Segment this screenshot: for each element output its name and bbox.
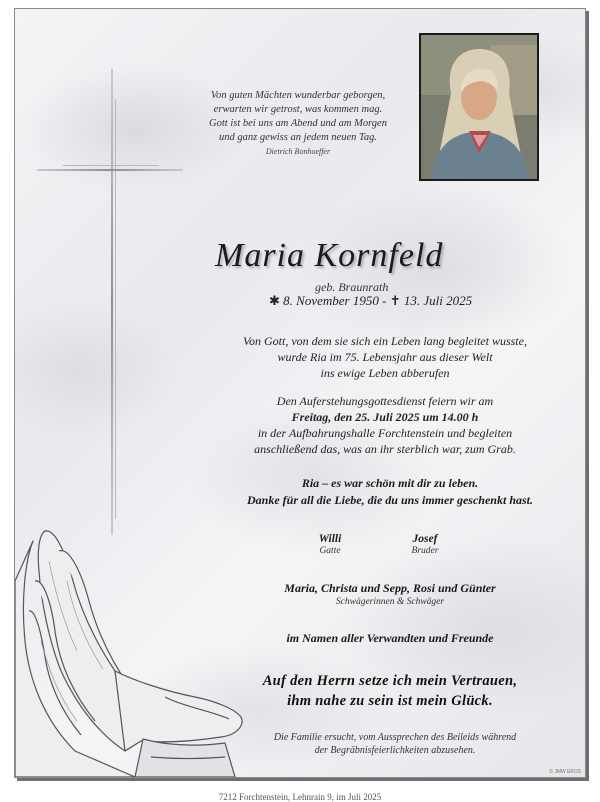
quote-author: Dietrich Bonhoeffer [265, 147, 331, 156]
farewell-message [195, 475, 585, 509]
death-date: 13. Juli 2025 [403, 293, 473, 308]
request-line: Die Familie ersucht, vom Aussprechen des Beileids während [273, 732, 517, 743]
birth-date: 8. November 1950 [283, 293, 379, 308]
praying-hands-icon [15, 521, 255, 777]
print-imprint: © JMW EKOS [549, 769, 581, 775]
brother-relation: Bruder [411, 546, 439, 556]
portrait-photo [419, 33, 539, 181]
farewell-line: Ria – es war schön mit dir zu leben. [301, 476, 479, 490]
in-laws-names: Maria, Christa und Sepp, Rosi und Günter [284, 581, 496, 595]
service-location: in der Aufbahrungshalle Forchtenstein und begleiten [257, 426, 513, 440]
brother-name: Josef [412, 533, 438, 545]
cross-icon: ✝ [389, 293, 401, 308]
announcement-text [195, 333, 575, 381]
service-intro: Den Auferstehungsgottesdienst feiern wir am [276, 394, 494, 408]
birth-name: geb. Braunrath [315, 280, 389, 294]
condolence-request [215, 731, 575, 757]
request-line: der Begräbnisfeierlichkeiten abzusehen. [314, 745, 476, 756]
footer-address: 7212 Forchtenstein, Lehnrain 9, im Juli 2025 [218, 792, 382, 802]
cross-vertical-bar [111, 69, 113, 535]
quote-line: und ganz gewiss an jedem neuen Tag. [219, 132, 377, 143]
cross-horizontal-bar [37, 169, 183, 171]
spouse-relation: Gatte [319, 546, 341, 556]
announcement-line: ins ewige Leben abberufen [320, 366, 450, 380]
date-separator: - [382, 293, 387, 308]
mourner-brother [355, 533, 495, 556]
star-icon: ✱ [269, 293, 280, 308]
cross-vertical-line [115, 99, 116, 519]
in-laws-relation: Schwägerinnen & Schwäger [335, 597, 445, 607]
service-date-time: Freitag, den 25. Juli 2025 um 14.00 h [291, 410, 479, 424]
farewell-line: Danke für all die Liebe, die du uns immer geschenkt hast. [246, 493, 533, 507]
faith-line: Auf den Herrn setze ich mein Vertrauen, [262, 673, 518, 689]
quote-line: erwarten wir getrost, was kommen mag. [213, 104, 383, 115]
quote-line: Gott ist bei uns am Abend und am Morgen [209, 118, 387, 129]
quote-line: Von guten Mächten wunderbar geborgen, [210, 90, 386, 101]
cross-horizontal-line [63, 165, 159, 166]
service-details [195, 393, 575, 457]
bonhoeffer-quote [183, 89, 413, 145]
deceased-name: Maria Kornfeld [215, 237, 444, 274]
faith-line: ihm nahe zu sein ist mein Glück. [287, 693, 493, 709]
service-burial: anschließend das, was an ihr sterblich war, zum Grab. [254, 442, 516, 456]
obituary-card [14, 8, 586, 778]
life-dates [269, 293, 472, 309]
announcement-line: wurde Ria im 75. Lebensjahr aus dieser Welt [277, 350, 493, 364]
spouse-name: Willi [318, 533, 342, 545]
relatives-line: im Namen aller Verwandten und Freunde [286, 631, 494, 645]
announcement-line: Von Gott, von dem sie sich ein Leben lang begleitet wusste, [243, 334, 527, 348]
